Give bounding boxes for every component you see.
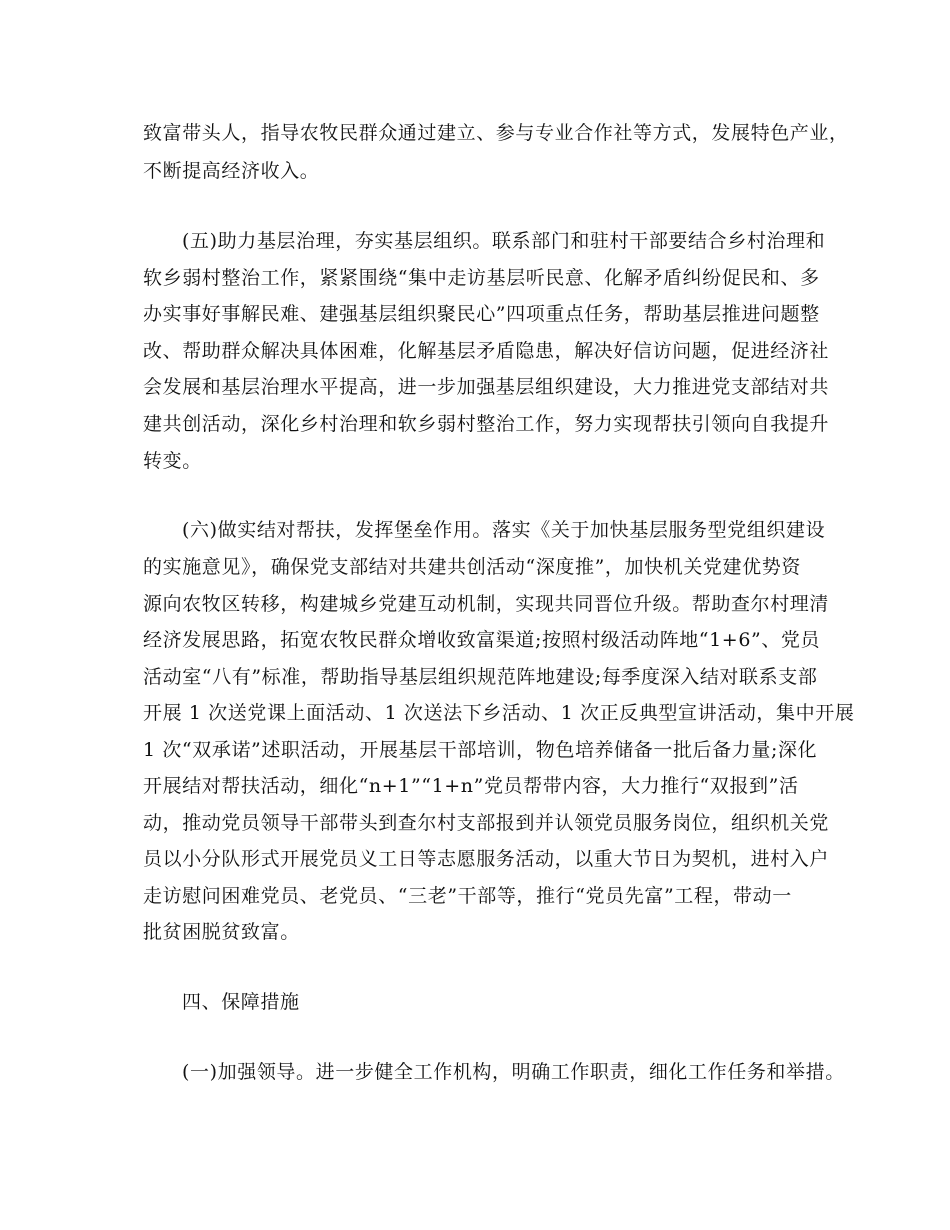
paragraph-2-line-1: (五)助力基层治理，夯实基层组织。联系部门和驻村干部要结合乡村治理和 (182, 230, 826, 252)
paragraph-2-line-3: 办实事好事解民难、建强基层组织聚民心”四项重点任务，帮助基层推进问题整 (143, 303, 820, 325)
paragraph-5-line-1: (一)加强领导。进一步健全工作机构，明确工作职责，细化工作任务和举措。 (182, 1061, 845, 1083)
paragraph-3-line-12: 批贫困脱贫致富。 (143, 921, 300, 943)
paragraph-3-line-7: 1 次“双承诺”述职活动，开展基层干部培训，物色培养储备一批后备力量;深化 (143, 739, 818, 761)
paragraph-2-line-6: 建共创活动，深化乡村治理和软乡弱村整治工作，努力实现帮扶引领向自我提升 (143, 413, 830, 435)
section-heading: 四、保障措施 (182, 991, 300, 1013)
paragraph-3-line-3: 源向农牧区转移，构建城乡党建互动机制，实现共同晋位升级。帮助查尔村理清 (143, 593, 830, 615)
paragraph-2-line-5: 会发展和基层治理水平提高，进一步加强基层组织建设，大力推进党支部结对共 (143, 376, 830, 398)
paragraph-3-line-6: 开展 1 次送党课上面活动、1 次送法下乡活动、1 次正反典型宣讲活动，集中开展 (143, 702, 855, 724)
paragraph-2-line-2: 软乡弱村整治工作，紧紧围绕“集中走访基层听民意、化解矛盾纠纷促民和、多 (143, 267, 820, 289)
paragraph-3-line-5: 活动室“八有”标准，帮助指导基层组织规范阵地建设;每季度深入结对联系支部 (143, 666, 818, 688)
paragraph-1-line-2: 不断提高经济收入。 (143, 160, 320, 182)
paragraph-3-line-4: 经济发展思路，拓宽农牧民群众增收致富渠道;按照村级活动阵地“1+6”、党员 (143, 629, 821, 651)
paragraph-3-line-1: (六)做实结对帮扶，发挥堡垒作用。落实《关于加快基层服务型党组织建设 (182, 519, 826, 541)
paragraph-2-line-7: 转变。 (143, 450, 202, 472)
paragraph-3-line-10: 员以小分队形式开展党员义工日等志愿服务活动，以重大节日为契机，进村入户 (143, 848, 830, 870)
paragraph-3-line-11: 走访慰问困难党员、老党员、“三老”干部等，推行“党员先富”工程，带动一 (143, 885, 792, 907)
paragraph-3-line-2: 的实施意见》，确保党支部结对共建共创活动“深度推”，加快机关党建优势资 (143, 556, 801, 578)
paragraph-2-line-4: 改、帮助群众解决具体困难，化解基层矛盾隐患，解决好信访问题，促进经济社 (143, 340, 830, 362)
paragraph-3-line-8: 开展结对帮扶活动，细化“n+1”“1+n”党员帮带内容，大力推行“双报到”活 (143, 775, 799, 797)
paragraph-1-line-1: 致富带头人，指导农牧民群众通过建立、参与专业合作社等方式，发展特色产业， (143, 122, 849, 144)
paragraph-3-line-9: 动，推动党员领导干部带头到查尔村支部报到并认领党员服务岗位，组织机关党 (143, 812, 830, 834)
